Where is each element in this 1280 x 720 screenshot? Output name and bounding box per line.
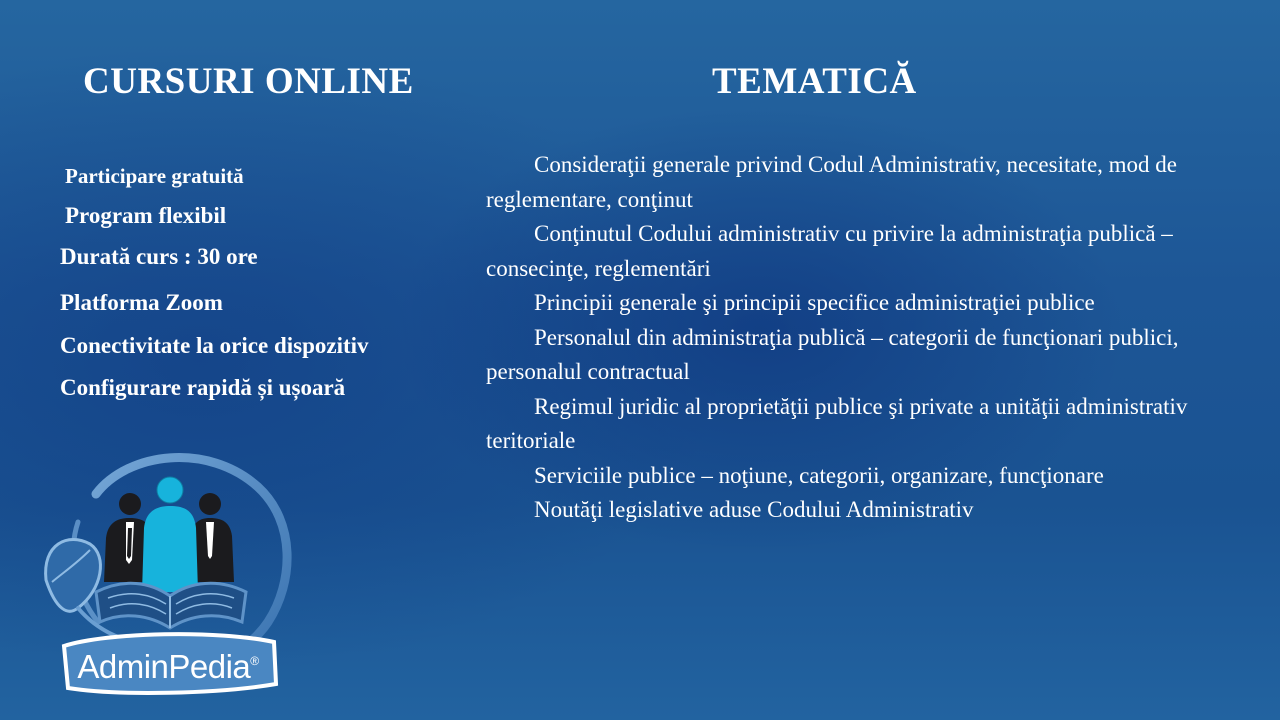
topic-item: Conţinutul Codului administrativ cu privire la administraţia publică – consecinţe, reglementări [486,221,1173,281]
feature-flexible-program: Program flexibil [65,203,227,228]
feature-zoom-platform: Platforma Zoom [60,290,223,315]
feature-connectivity: Conectivitate la orice dispozitiv [60,333,369,358]
feature-course-duration: Durată curs : 30 ore [60,244,258,269]
topic-item: Principii generale şi principii specifice administraţiei publice [534,290,1095,315]
feature-quick-setup: Configurare rapidă și ușoară [60,375,346,400]
topic-item: Personalul din administraţia publică – categorii de funcţionari publici, personalul contractual [486,324,1179,384]
topic-item: Serviciile publice – noţiune, categorii, organizare, funcţionare [534,462,1104,488]
topic-item: Regimul juridic al proprietăţii publice şi private a unităţii administrativ teritoriale [486,393,1188,453]
topic-item: Noutăţi legislative aduse Codului Administrativ [534,497,974,522]
brand-name: AdminPedia [77,648,251,685]
adminpedia-brand [70,647,266,687]
courses-title: CURSURI ONLINE [83,61,414,102]
topics-title: TEMATICĂ [712,61,917,102]
registered-mark: ® [250,654,259,668]
feature-free-participation: Participare gratuită [65,164,244,188]
topics-list [486,148,1266,528]
topic-item: Consideraţii generale privind Codul Administrativ, necesitate, mod de reglementare, conţinut [486,152,1178,212]
